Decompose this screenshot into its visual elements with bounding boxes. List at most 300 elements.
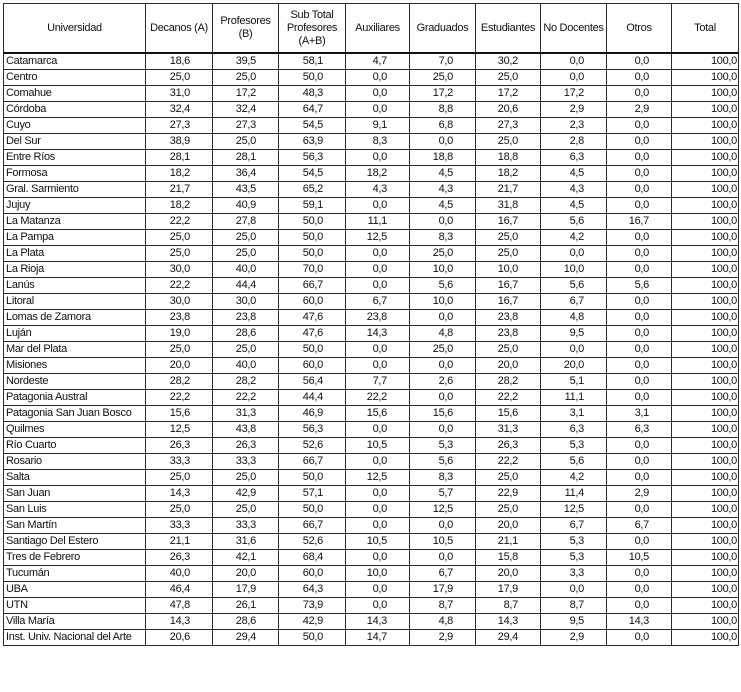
cell-profesores: 29,4 <box>213 630 279 646</box>
cell-no-docentes: 0,0 <box>541 342 607 358</box>
cell-decanos: 25,0 <box>146 246 213 262</box>
cell-no-docentes: 4,5 <box>541 166 607 182</box>
table-row <box>4 454 739 470</box>
cell-profesores: 26,1 <box>213 598 279 614</box>
cell-otros: 0,0 <box>607 294 672 310</box>
cell-no-docentes: 12,5 <box>541 502 607 518</box>
table-row <box>4 294 739 310</box>
cell-universidad: La Plata <box>4 246 146 262</box>
cell-profesores: 40,0 <box>213 358 279 374</box>
cell-profesores: 32,4 <box>213 102 279 118</box>
cell-decanos: 25,0 <box>146 502 213 518</box>
cell-auxiliares: 0,0 <box>346 486 410 502</box>
cell-no-docentes: 6,7 <box>541 518 607 534</box>
cell-universidad: Catamarca <box>4 53 146 70</box>
cell-universidad: Gral. Sarmiento <box>4 182 146 198</box>
cell-universidad: Comahue <box>4 86 146 102</box>
cell-graduados: 0,0 <box>410 214 476 230</box>
cell-estudiantes: 23,8 <box>476 310 541 326</box>
cell-total: 100,0 <box>672 102 739 118</box>
cell-profesores: 42,1 <box>213 550 279 566</box>
cell-decanos: 22,2 <box>146 390 213 406</box>
cell-estudiantes: 25,0 <box>476 470 541 486</box>
cell-otros: 0,0 <box>607 262 672 278</box>
cell-auxiliares: 0,0 <box>346 454 410 470</box>
cell-decanos: 25,0 <box>146 342 213 358</box>
cell-otros: 6,3 <box>607 422 672 438</box>
cell-otros: 0,0 <box>607 326 672 342</box>
cell-profesores: 39,5 <box>213 53 279 70</box>
cell-graduados: 5,3 <box>410 438 476 454</box>
cell-no-docentes: 3,3 <box>541 566 607 582</box>
cell-no-docentes: 11,4 <box>541 486 607 502</box>
cell-universidad: Jujuy <box>4 198 146 214</box>
cell-subtotal-profesores: 73,9 <box>279 598 346 614</box>
cell-profesores: 20,0 <box>213 566 279 582</box>
cell-graduados: 8,7 <box>410 598 476 614</box>
cell-otros: 0,0 <box>607 118 672 134</box>
cell-otros: 0,0 <box>607 454 672 470</box>
cell-otros: 0,0 <box>607 582 672 598</box>
col-header-otros: Otros <box>607 4 672 54</box>
cell-no-docentes: 2,8 <box>541 134 607 150</box>
cell-estudiantes: 29,4 <box>476 630 541 646</box>
cell-estudiantes: 16,7 <box>476 278 541 294</box>
cell-universidad: La Matanza <box>4 214 146 230</box>
table-row <box>4 70 739 86</box>
cell-no-docentes: 6,3 <box>541 150 607 166</box>
cell-subtotal-profesores: 50,0 <box>279 630 346 646</box>
cell-otros: 16,7 <box>607 214 672 230</box>
table-row <box>4 134 739 150</box>
cell-no-docentes: 2,9 <box>541 630 607 646</box>
cell-subtotal-profesores: 65,2 <box>279 182 346 198</box>
cell-auxiliares: 14,3 <box>346 326 410 342</box>
cell-total: 100,0 <box>672 518 739 534</box>
cell-otros: 0,0 <box>607 246 672 262</box>
table-row <box>4 118 739 134</box>
table-row <box>4 53 739 70</box>
cell-estudiantes: 30,2 <box>476 53 541 70</box>
cell-otros: 0,0 <box>607 198 672 214</box>
cell-subtotal-profesores: 50,0 <box>279 230 346 246</box>
cell-total: 100,0 <box>672 502 739 518</box>
col-header-no-docentes: No Docentes <box>541 4 607 54</box>
cell-decanos: 18,2 <box>146 198 213 214</box>
cell-profesores: 17,9 <box>213 582 279 598</box>
cell-profesores: 31,3 <box>213 406 279 422</box>
cell-subtotal-profesores: 64,3 <box>279 582 346 598</box>
cell-total: 100,0 <box>672 86 739 102</box>
cell-subtotal-profesores: 58,1 <box>279 53 346 70</box>
cell-total: 100,0 <box>672 326 739 342</box>
cell-auxiliares: 0,0 <box>346 150 410 166</box>
cell-graduados: 6,7 <box>410 566 476 582</box>
cell-graduados: 7,0 <box>410 53 476 70</box>
cell-graduados: 18,8 <box>410 150 476 166</box>
col-header-subtotal-profesores: Sub Total Profesores (A+B) <box>279 4 346 54</box>
cell-subtotal-profesores: 46,9 <box>279 406 346 422</box>
cell-total: 100,0 <box>672 358 739 374</box>
cell-otros: 5,6 <box>607 278 672 294</box>
cell-graduados: 0,0 <box>410 518 476 534</box>
cell-subtotal-profesores: 47,6 <box>279 310 346 326</box>
cell-otros: 0,0 <box>607 166 672 182</box>
table-row <box>4 214 739 230</box>
cell-decanos: 18,6 <box>146 53 213 70</box>
cell-profesores: 40,0 <box>213 262 279 278</box>
cell-no-docentes: 4,8 <box>541 310 607 326</box>
col-header-total: Total <box>672 4 739 54</box>
cell-otros: 0,0 <box>607 502 672 518</box>
cell-graduados: 5,6 <box>410 278 476 294</box>
cell-decanos: 22,2 <box>146 214 213 230</box>
cell-auxiliares: 0,0 <box>346 278 410 294</box>
cell-decanos: 25,0 <box>146 70 213 86</box>
cell-subtotal-profesores: 47,6 <box>279 326 346 342</box>
cell-auxiliares: 14,3 <box>346 614 410 630</box>
cell-no-docentes: 4,3 <box>541 182 607 198</box>
cell-universidad: San Juan <box>4 486 146 502</box>
cell-total: 100,0 <box>672 342 739 358</box>
cell-graduados: 0,0 <box>410 134 476 150</box>
cell-estudiantes: 20,0 <box>476 566 541 582</box>
col-header-profesores: Profesores (B) <box>213 4 279 54</box>
cell-subtotal-profesores: 56,3 <box>279 422 346 438</box>
cell-universidad: Cuyo <box>4 118 146 134</box>
cell-graduados: 2,6 <box>410 374 476 390</box>
cell-total: 100,0 <box>672 294 739 310</box>
col-header-graduados: Graduados <box>410 4 476 54</box>
cell-auxiliares: 0,0 <box>346 550 410 566</box>
cell-subtotal-profesores: 60,0 <box>279 566 346 582</box>
cell-universidad: Río Cuarto <box>4 438 146 454</box>
cell-graduados: 4,3 <box>410 182 476 198</box>
cell-otros: 0,0 <box>607 182 672 198</box>
cell-subtotal-profesores: 42,9 <box>279 614 346 630</box>
cell-profesores: 33,3 <box>213 518 279 534</box>
cell-universidad: UBA <box>4 582 146 598</box>
cell-no-docentes: 2,3 <box>541 118 607 134</box>
cell-auxiliares: 0,0 <box>346 70 410 86</box>
cell-total: 100,0 <box>672 278 739 294</box>
cell-otros: 0,0 <box>607 566 672 582</box>
cell-universidad: Lomas de Zamora <box>4 310 146 326</box>
table-row <box>4 534 739 550</box>
table-row <box>4 198 739 214</box>
cell-otros: 0,0 <box>607 534 672 550</box>
cell-auxiliares: 18,2 <box>346 166 410 182</box>
cell-estudiantes: 27,3 <box>476 118 541 134</box>
cell-total: 100,0 <box>672 118 739 134</box>
cell-graduados: 25,0 <box>410 246 476 262</box>
table-row <box>4 182 739 198</box>
cell-auxiliares: 12,5 <box>346 230 410 246</box>
cell-auxiliares: 22,2 <box>346 390 410 406</box>
cell-otros: 2,9 <box>607 486 672 502</box>
cell-decanos: 21,7 <box>146 182 213 198</box>
cell-no-docentes: 0,0 <box>541 246 607 262</box>
cell-profesores: 28,1 <box>213 150 279 166</box>
cell-estudiantes: 10,0 <box>476 262 541 278</box>
cell-otros: 0,0 <box>607 438 672 454</box>
cell-total: 100,0 <box>672 310 739 326</box>
cell-decanos: 40,0 <box>146 566 213 582</box>
cell-total: 100,0 <box>672 374 739 390</box>
cell-estudiantes: 8,7 <box>476 598 541 614</box>
cell-universidad: Lanús <box>4 278 146 294</box>
cell-decanos: 33,3 <box>146 518 213 534</box>
col-header-estudiantes: Estudiantes <box>476 4 541 54</box>
cell-estudiantes: 14,3 <box>476 614 541 630</box>
cell-estudiantes: 20,0 <box>476 358 541 374</box>
cell-universidad: La Pampa <box>4 230 146 246</box>
col-header-decanos: Decanos (A) <box>146 4 213 54</box>
cell-universidad: Salta <box>4 470 146 486</box>
cell-otros: 0,0 <box>607 358 672 374</box>
cell-decanos: 26,3 <box>146 438 213 454</box>
cell-universidad: Santiago Del Estero <box>4 534 146 550</box>
cell-subtotal-profesores: 50,0 <box>279 246 346 262</box>
cell-otros: 0,0 <box>607 230 672 246</box>
table-row <box>4 630 739 646</box>
cell-no-docentes: 20,0 <box>541 358 607 374</box>
cell-otros: 0,0 <box>607 470 672 486</box>
table-row <box>4 566 739 582</box>
cell-decanos: 19,0 <box>146 326 213 342</box>
cell-total: 100,0 <box>672 614 739 630</box>
cell-total: 100,0 <box>672 438 739 454</box>
cell-universidad: Rosario <box>4 454 146 470</box>
cell-decanos: 28,2 <box>146 374 213 390</box>
cell-auxiliares: 0,0 <box>346 246 410 262</box>
cell-no-docentes: 3,1 <box>541 406 607 422</box>
cell-auxiliares: 0,0 <box>346 102 410 118</box>
cell-otros: 0,0 <box>607 86 672 102</box>
cell-graduados: 0,0 <box>410 550 476 566</box>
cell-estudiantes: 25,0 <box>476 70 541 86</box>
cell-estudiantes: 18,8 <box>476 150 541 166</box>
cell-no-docentes: 5,3 <box>541 550 607 566</box>
cell-auxiliares: 7,7 <box>346 374 410 390</box>
cell-profesores: 42,9 <box>213 486 279 502</box>
cell-otros: 0,0 <box>607 342 672 358</box>
table-row <box>4 438 739 454</box>
cell-graduados: 4,5 <box>410 166 476 182</box>
cell-no-docentes: 0,0 <box>541 70 607 86</box>
cell-universidad: Córdoba <box>4 102 146 118</box>
cell-otros: 0,0 <box>607 134 672 150</box>
cell-total: 100,0 <box>672 630 739 646</box>
table-row <box>4 342 739 358</box>
cell-decanos: 27,3 <box>146 118 213 134</box>
cell-auxiliares: 9,1 <box>346 118 410 134</box>
cell-no-docentes: 6,7 <box>541 294 607 310</box>
cell-subtotal-profesores: 59,1 <box>279 198 346 214</box>
cell-total: 100,0 <box>672 198 739 214</box>
cell-otros: 0,0 <box>607 390 672 406</box>
cell-profesores: 25,0 <box>213 134 279 150</box>
cell-graduados: 4,8 <box>410 326 476 342</box>
cell-universidad: Misiones <box>4 358 146 374</box>
cell-graduados: 10,0 <box>410 262 476 278</box>
cell-auxiliares: 0,0 <box>346 342 410 358</box>
cell-profesores: 25,0 <box>213 502 279 518</box>
cell-no-docentes: 4,2 <box>541 470 607 486</box>
cell-graduados: 15,6 <box>410 406 476 422</box>
cell-otros: 10,5 <box>607 550 672 566</box>
cell-auxiliares: 10,5 <box>346 438 410 454</box>
cell-auxiliares: 0,0 <box>346 502 410 518</box>
cell-graduados: 8,3 <box>410 470 476 486</box>
cell-subtotal-profesores: 64,7 <box>279 102 346 118</box>
cell-subtotal-profesores: 68,4 <box>279 550 346 566</box>
cell-total: 100,0 <box>672 246 739 262</box>
table-row <box>4 246 739 262</box>
cell-graduados: 12,5 <box>410 502 476 518</box>
cell-subtotal-profesores: 50,0 <box>279 70 346 86</box>
table-row <box>4 102 739 118</box>
cell-total: 100,0 <box>672 390 739 406</box>
cell-universidad: Entre Ríos <box>4 150 146 166</box>
cell-no-docentes: 6,3 <box>541 422 607 438</box>
cell-estudiantes: 25,0 <box>476 230 541 246</box>
cell-auxiliares: 0,0 <box>346 358 410 374</box>
cell-total: 100,0 <box>672 182 739 198</box>
cell-subtotal-profesores: 60,0 <box>279 294 346 310</box>
cell-estudiantes: 20,6 <box>476 102 541 118</box>
cell-no-docentes: 0,0 <box>541 582 607 598</box>
cell-subtotal-profesores: 56,3 <box>279 150 346 166</box>
cell-profesores: 26,3 <box>213 438 279 454</box>
cell-graduados: 6,8 <box>410 118 476 134</box>
cell-profesores: 40,9 <box>213 198 279 214</box>
cell-estudiantes: 15,8 <box>476 550 541 566</box>
cell-subtotal-profesores: 54,5 <box>279 166 346 182</box>
cell-graduados: 0,0 <box>410 390 476 406</box>
cell-subtotal-profesores: 60,0 <box>279 358 346 374</box>
cell-estudiantes: 25,0 <box>476 342 541 358</box>
cell-total: 100,0 <box>672 550 739 566</box>
cell-subtotal-profesores: 50,0 <box>279 342 346 358</box>
cell-universidad: Mar del Plata <box>4 342 146 358</box>
cell-estudiantes: 16,7 <box>476 214 541 230</box>
cell-no-docentes: 5,3 <box>541 534 607 550</box>
table-row <box>4 550 739 566</box>
cell-decanos: 30,0 <box>146 262 213 278</box>
cell-estudiantes: 22,2 <box>476 390 541 406</box>
cell-total: 100,0 <box>672 262 739 278</box>
cell-auxiliares: 23,8 <box>346 310 410 326</box>
cell-profesores: 28,6 <box>213 614 279 630</box>
cell-auxiliares: 6,7 <box>346 294 410 310</box>
cell-estudiantes: 23,8 <box>476 326 541 342</box>
table-row <box>4 374 739 390</box>
cell-universidad: UTN <box>4 598 146 614</box>
cell-no-docentes: 4,2 <box>541 230 607 246</box>
table-row <box>4 582 739 598</box>
table-row <box>4 166 739 182</box>
cell-universidad: San Martín <box>4 518 146 534</box>
cell-profesores: 25,0 <box>213 230 279 246</box>
cell-otros: 0,0 <box>607 53 672 70</box>
cell-profesores: 28,2 <box>213 374 279 390</box>
cell-total: 100,0 <box>672 230 739 246</box>
cell-auxiliares: 0,0 <box>346 86 410 102</box>
cell-profesores: 25,0 <box>213 70 279 86</box>
cell-graduados: 8,8 <box>410 102 476 118</box>
cell-auxiliares: 4,7 <box>346 53 410 70</box>
cell-decanos: 12,5 <box>146 422 213 438</box>
cell-no-docentes: 0,0 <box>541 53 607 70</box>
cell-decanos: 32,4 <box>146 102 213 118</box>
cell-no-docentes: 5,3 <box>541 438 607 454</box>
cell-subtotal-profesores: 54,5 <box>279 118 346 134</box>
cell-profesores: 22,2 <box>213 390 279 406</box>
cell-universidad: Del Sur <box>4 134 146 150</box>
cell-total: 100,0 <box>672 406 739 422</box>
cell-graduados: 17,2 <box>410 86 476 102</box>
cell-subtotal-profesores: 52,6 <box>279 534 346 550</box>
cell-auxiliares: 10,0 <box>346 566 410 582</box>
table-row <box>4 422 739 438</box>
cell-universidad: Patagonia San Juan Bosco <box>4 406 146 422</box>
table-row <box>4 598 739 614</box>
cell-total: 100,0 <box>672 70 739 86</box>
cell-otros: 0,0 <box>607 598 672 614</box>
cell-estudiantes: 25,0 <box>476 246 541 262</box>
cell-auxiliares: 15,6 <box>346 406 410 422</box>
table-row <box>4 230 739 246</box>
cell-universidad: Patagonia Austral <box>4 390 146 406</box>
cell-subtotal-profesores: 70,0 <box>279 262 346 278</box>
cell-estudiantes: 21,7 <box>476 182 541 198</box>
cell-decanos: 14,3 <box>146 614 213 630</box>
cell-estudiantes: 18,2 <box>476 166 541 182</box>
table-row <box>4 614 739 630</box>
cell-universidad: Inst. Univ. Nacional del Arte <box>4 630 146 646</box>
cell-estudiantes: 31,8 <box>476 198 541 214</box>
cell-decanos: 15,6 <box>146 406 213 422</box>
cell-total: 100,0 <box>672 454 739 470</box>
cell-no-docentes: 5,6 <box>541 454 607 470</box>
cell-graduados: 17,9 <box>410 582 476 598</box>
table-row <box>4 86 739 102</box>
cell-estudiantes: 26,3 <box>476 438 541 454</box>
table-body <box>4 53 739 646</box>
cell-profesores: 33,3 <box>213 454 279 470</box>
table-row <box>4 326 739 342</box>
cell-estudiantes: 16,7 <box>476 294 541 310</box>
cell-no-docentes: 17,2 <box>541 86 607 102</box>
col-header-auxiliares: Auxiliares <box>346 4 410 54</box>
cell-universidad: Centro <box>4 70 146 86</box>
cell-total: 100,0 <box>672 486 739 502</box>
col-header-universidad: Universidad <box>4 4 146 54</box>
cell-otros: 6,7 <box>607 518 672 534</box>
cell-estudiantes: 22,2 <box>476 454 541 470</box>
cell-subtotal-profesores: 66,7 <box>279 518 346 534</box>
university-composition-table <box>3 3 739 646</box>
cell-no-docentes: 5,6 <box>541 278 607 294</box>
cell-graduados: 0,0 <box>410 358 476 374</box>
cell-estudiantes: 31,3 <box>476 422 541 438</box>
table-row <box>4 278 739 294</box>
table-row <box>4 262 739 278</box>
cell-decanos: 25,0 <box>146 230 213 246</box>
cell-decanos: 14,3 <box>146 486 213 502</box>
cell-auxiliares: 0,0 <box>346 198 410 214</box>
